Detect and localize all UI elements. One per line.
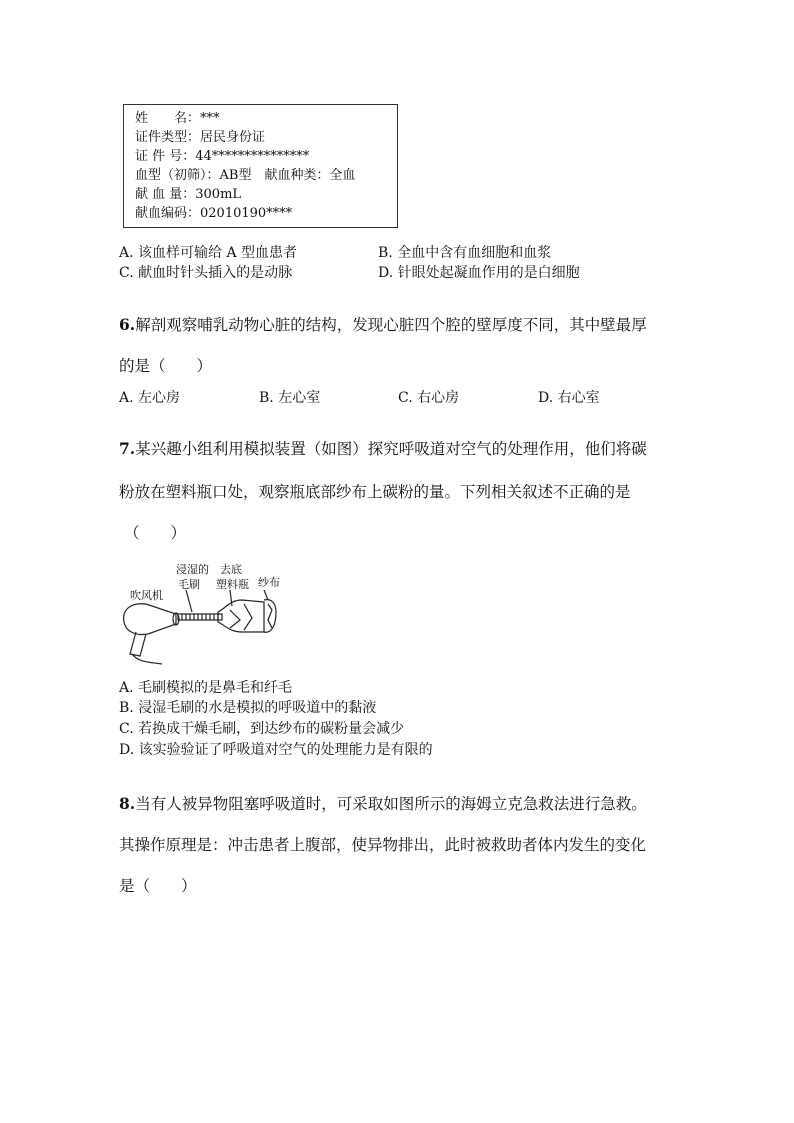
figure-label-brush: 毛刷 bbox=[178, 578, 200, 591]
q6-number: 6. bbox=[119, 315, 136, 334]
card-volume-line: 献 血 量：300mL bbox=[135, 187, 242, 202]
figure-label-hair-dryer: 吹风机 bbox=[130, 589, 163, 602]
q8-stem-line-3: 是（ ） bbox=[119, 877, 197, 895]
q7-option-d: D. 该实验验证了呼吸道对空气的处理能力是有限的 bbox=[119, 742, 433, 758]
q7-option-a: A. 毛刷模拟的是鼻毛和纤毛 bbox=[119, 680, 293, 696]
figure-label-wet: 浸湿的 bbox=[176, 563, 209, 576]
card-blood-type-line: 血型（初筛）：AB型 献血种类：全血 bbox=[135, 168, 356, 183]
card-name-line: 姓 名：*** bbox=[135, 111, 220, 126]
figure-label-bottle: 塑料瓶 bbox=[216, 578, 249, 591]
q7-option-b: B. 浸湿毛刷的水是模拟的呼吸道中的黏液 bbox=[119, 700, 377, 716]
q7-stem-line-1 bbox=[119, 438, 647, 460]
q6-option-a: A. 左心房 bbox=[119, 390, 181, 406]
q8-stem-line-1 bbox=[119, 793, 647, 815]
q8-number: 8. bbox=[119, 794, 136, 813]
q7-stem-line-3: （ ） bbox=[124, 524, 187, 542]
donor-card bbox=[123, 104, 398, 228]
figure-label-gauze: 纱布 bbox=[258, 576, 280, 589]
q5-option-c: C. 献血时针头插入的是动脉 bbox=[119, 265, 293, 281]
q8-stem-line-2: 其操作原理是：冲击患者上腹部，使异物排出，此时被救助者体内发生的变化 bbox=[119, 836, 647, 854]
q6-option-b: B. 左心室 bbox=[259, 390, 321, 406]
q5-option-b: B. 全血中含有血细胞和血浆 bbox=[378, 245, 552, 261]
q6-option-c: C. 右心房 bbox=[398, 390, 460, 406]
card-id-number-line: 证 件 号：44*************** bbox=[135, 149, 310, 164]
q5-option-d: D. 针眼处起凝血作用的是白细胞 bbox=[378, 265, 580, 281]
figure-label-bottomless: 去底 bbox=[220, 563, 242, 576]
q7-stem-line-2: 粉放在塑料瓶口处，观察瓶底部纱布上碳粉的量。下列相关叙述不正确的是 bbox=[119, 483, 631, 501]
q7-option-c: C. 若换成干燥毛刷，到达纱布的碳粉量会减少 bbox=[119, 721, 405, 737]
card-id-type-line: 证件类型：居民身份证 bbox=[135, 130, 266, 145]
q8-stem-text-1: 当有人被异物阻塞呼吸道时，可采取如图所示的海姆立克急救法进行急救。 bbox=[135, 795, 647, 813]
q7-stem-text-1: 某兴趣小组利用模拟装置（如图）探究呼吸道对空气的处理作用，他们将碳 bbox=[135, 440, 647, 458]
gauze-icon bbox=[264, 600, 276, 633]
q6-option-d: D. 右心室 bbox=[538, 390, 600, 406]
card-code-line: 献血编码：02010190**** bbox=[135, 206, 293, 221]
q6-stem-line-1 bbox=[119, 314, 647, 336]
q6-stem-text-1: 解剖观察哺乳动物心脏的结构，发现心脏四个腔的壁厚度不同，其中壁最厚 bbox=[135, 316, 647, 334]
q5-option-a: A. 该血样可输给 A 型血患者 bbox=[119, 245, 298, 261]
simulation-apparatus-figure bbox=[118, 590, 288, 670]
plastic-bottle-icon bbox=[218, 600, 264, 632]
hair-dryer-icon bbox=[124, 604, 179, 664]
brush-icon bbox=[178, 614, 222, 620]
q7-number: 7. bbox=[119, 439, 136, 458]
q6-stem-line-2: 的是（ ） bbox=[119, 357, 213, 375]
